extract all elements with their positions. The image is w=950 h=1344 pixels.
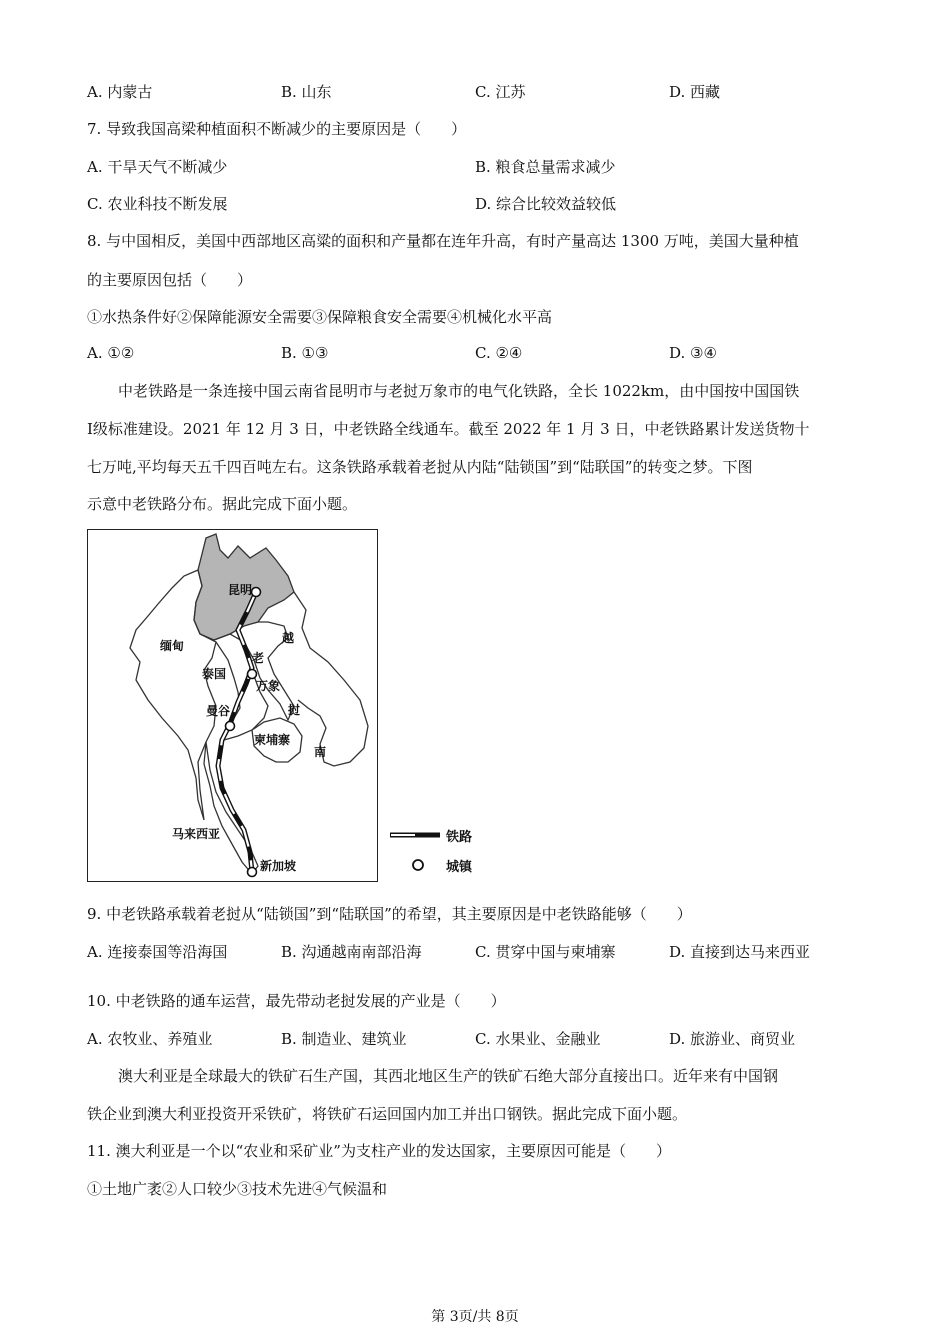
- label-yue: 越: [282, 631, 295, 645]
- singapore-city-marker: [248, 868, 257, 877]
- q10-option-d: D. 旅游业、商贸业: [669, 1030, 796, 1048]
- q8-option-d: D. ③④: [669, 344, 717, 362]
- q8-stem-line1: 8. 与中国相反，美国中西部地区高粱的面积和产量都在连年升高，有时产量高达 1300 万吨，美国大量种植: [87, 232, 799, 250]
- railway-map: [87, 529, 378, 882]
- q7-stem: 7. 导致我国高梁种植面积不断减少的主要原因是（ ）: [87, 120, 467, 138]
- passage2-line2: 铁企业到澳大利亚投资开采铁矿，将铁矿石运回国内加工并出口钢铁。据此完成下面小题。: [87, 1105, 688, 1123]
- q10-option-a: A. 农牧业、养殖业: [87, 1030, 213, 1048]
- q9-option-d: D. 直接到达马来西亚: [669, 943, 811, 961]
- q9-stem: 9. 中老铁路承载着老挝从“陆锁国”到“陆联国”的希望，其主要原因是中老铁路能够（ ）: [87, 905, 692, 923]
- q7-option-b: B. 粮食总量需求减少: [475, 158, 616, 176]
- q8-option-c: C. ②④: [475, 344, 523, 362]
- label-thailand: 泰国: [202, 667, 227, 681]
- label-singapore: 新加坡: [260, 859, 297, 873]
- q9-option-b: B. 沟通越南南部沿海: [281, 943, 422, 961]
- q9-option-a: A. 连接泰国等沿海国: [87, 943, 228, 961]
- label-bangkok: 曼谷: [206, 704, 231, 718]
- legend-railway-label: 铁路: [446, 830, 473, 845]
- label-kunming: 昆明: [228, 583, 253, 597]
- bangkok-city-marker: [226, 722, 235, 731]
- passage1-line3: 七万吨,平均每天五千四百吨左右。这条铁路承载着老挝从内陆“陆锁国”到“陆联国”的转变之梦。下图: [87, 458, 753, 476]
- passage1-line1: 中老铁路是一条连接中国云南省昆明市与老挝万象市的电气化铁路，全长 1022km，由中国按中国国铁: [118, 382, 800, 400]
- q6-option-b: B. 山东: [281, 83, 332, 101]
- q7-option-d: D. 综合比较效益较低: [475, 195, 617, 213]
- map-drawing: [88, 530, 377, 881]
- q8-option-a: A. ①②: [87, 344, 135, 362]
- q8-option-b: B. ①③: [281, 344, 329, 362]
- q6-option-a: A. 内蒙古: [87, 83, 153, 101]
- q8-items: ①水热条件好②保障能源安全需要③保障粮食安全需要④机械化水平高: [87, 308, 553, 326]
- label-nan: 南: [314, 745, 327, 759]
- q10-option-c: C. 水果业、金融业: [475, 1030, 601, 1048]
- legend-town-label: 城镇: [446, 860, 473, 875]
- kunming-city-marker: [252, 588, 261, 597]
- vietnam-border: [294, 592, 368, 766]
- q9-option-c: C. 贯穿中国与柬埔寨: [475, 943, 616, 961]
- passage1-line4: 示意中老铁路分布。据此完成下面小题。: [87, 495, 358, 513]
- label-cambodia: 柬埔寨: [254, 733, 291, 747]
- passage2-line1: 澳大利亚是全球最大的铁矿石生产国，其西北地区生产的铁矿石绝大部分直接出口。近年来有中国钢: [118, 1067, 779, 1085]
- label-vientiane: 万象: [256, 679, 281, 693]
- q10-stem: 10. 中老铁路的通车运营，最先带动老挝发展的产业是（ ）: [87, 992, 506, 1010]
- q7-option-a: A. 干旱天气不断减少: [87, 158, 228, 176]
- q7-option-c: C. 农业科技不断发展: [87, 195, 228, 213]
- legend-town-symbol: [410, 857, 426, 873]
- q10-option-b: B. 制造业、建筑业: [281, 1030, 407, 1048]
- q6-option-c: C. 江苏: [475, 83, 526, 101]
- q11-items: ①土地广袤②人口较少③技术先进④气候温和: [87, 1180, 388, 1198]
- passage1-line2: Ⅰ级标准建设。2021 年 12 月 3 日，中老铁路全线通车。截至 2022 年 1 月 3 日，中老铁路累计发送货物十: [87, 420, 810, 438]
- q8-stem-line2: 的主要原因包括（ ）: [87, 271, 253, 289]
- label-myanmar: 缅甸: [160, 639, 185, 653]
- page-number: 第 3页/共 8页: [431, 1309, 519, 1325]
- label-lao: 老: [252, 651, 265, 665]
- vientiane-city-marker: [248, 670, 257, 679]
- label-malaysia: 马来西亚: [172, 827, 221, 841]
- q11-stem: 11. 澳大利亚是一个以“农业和采矿业”为支柱产业的发达国家，主要原因可能是（ ）: [87, 1142, 671, 1160]
- label-wo: 挝: [288, 703, 301, 717]
- legend-railway-symbol: [388, 828, 448, 842]
- q6-option-d: D. 西藏: [669, 83, 721, 101]
